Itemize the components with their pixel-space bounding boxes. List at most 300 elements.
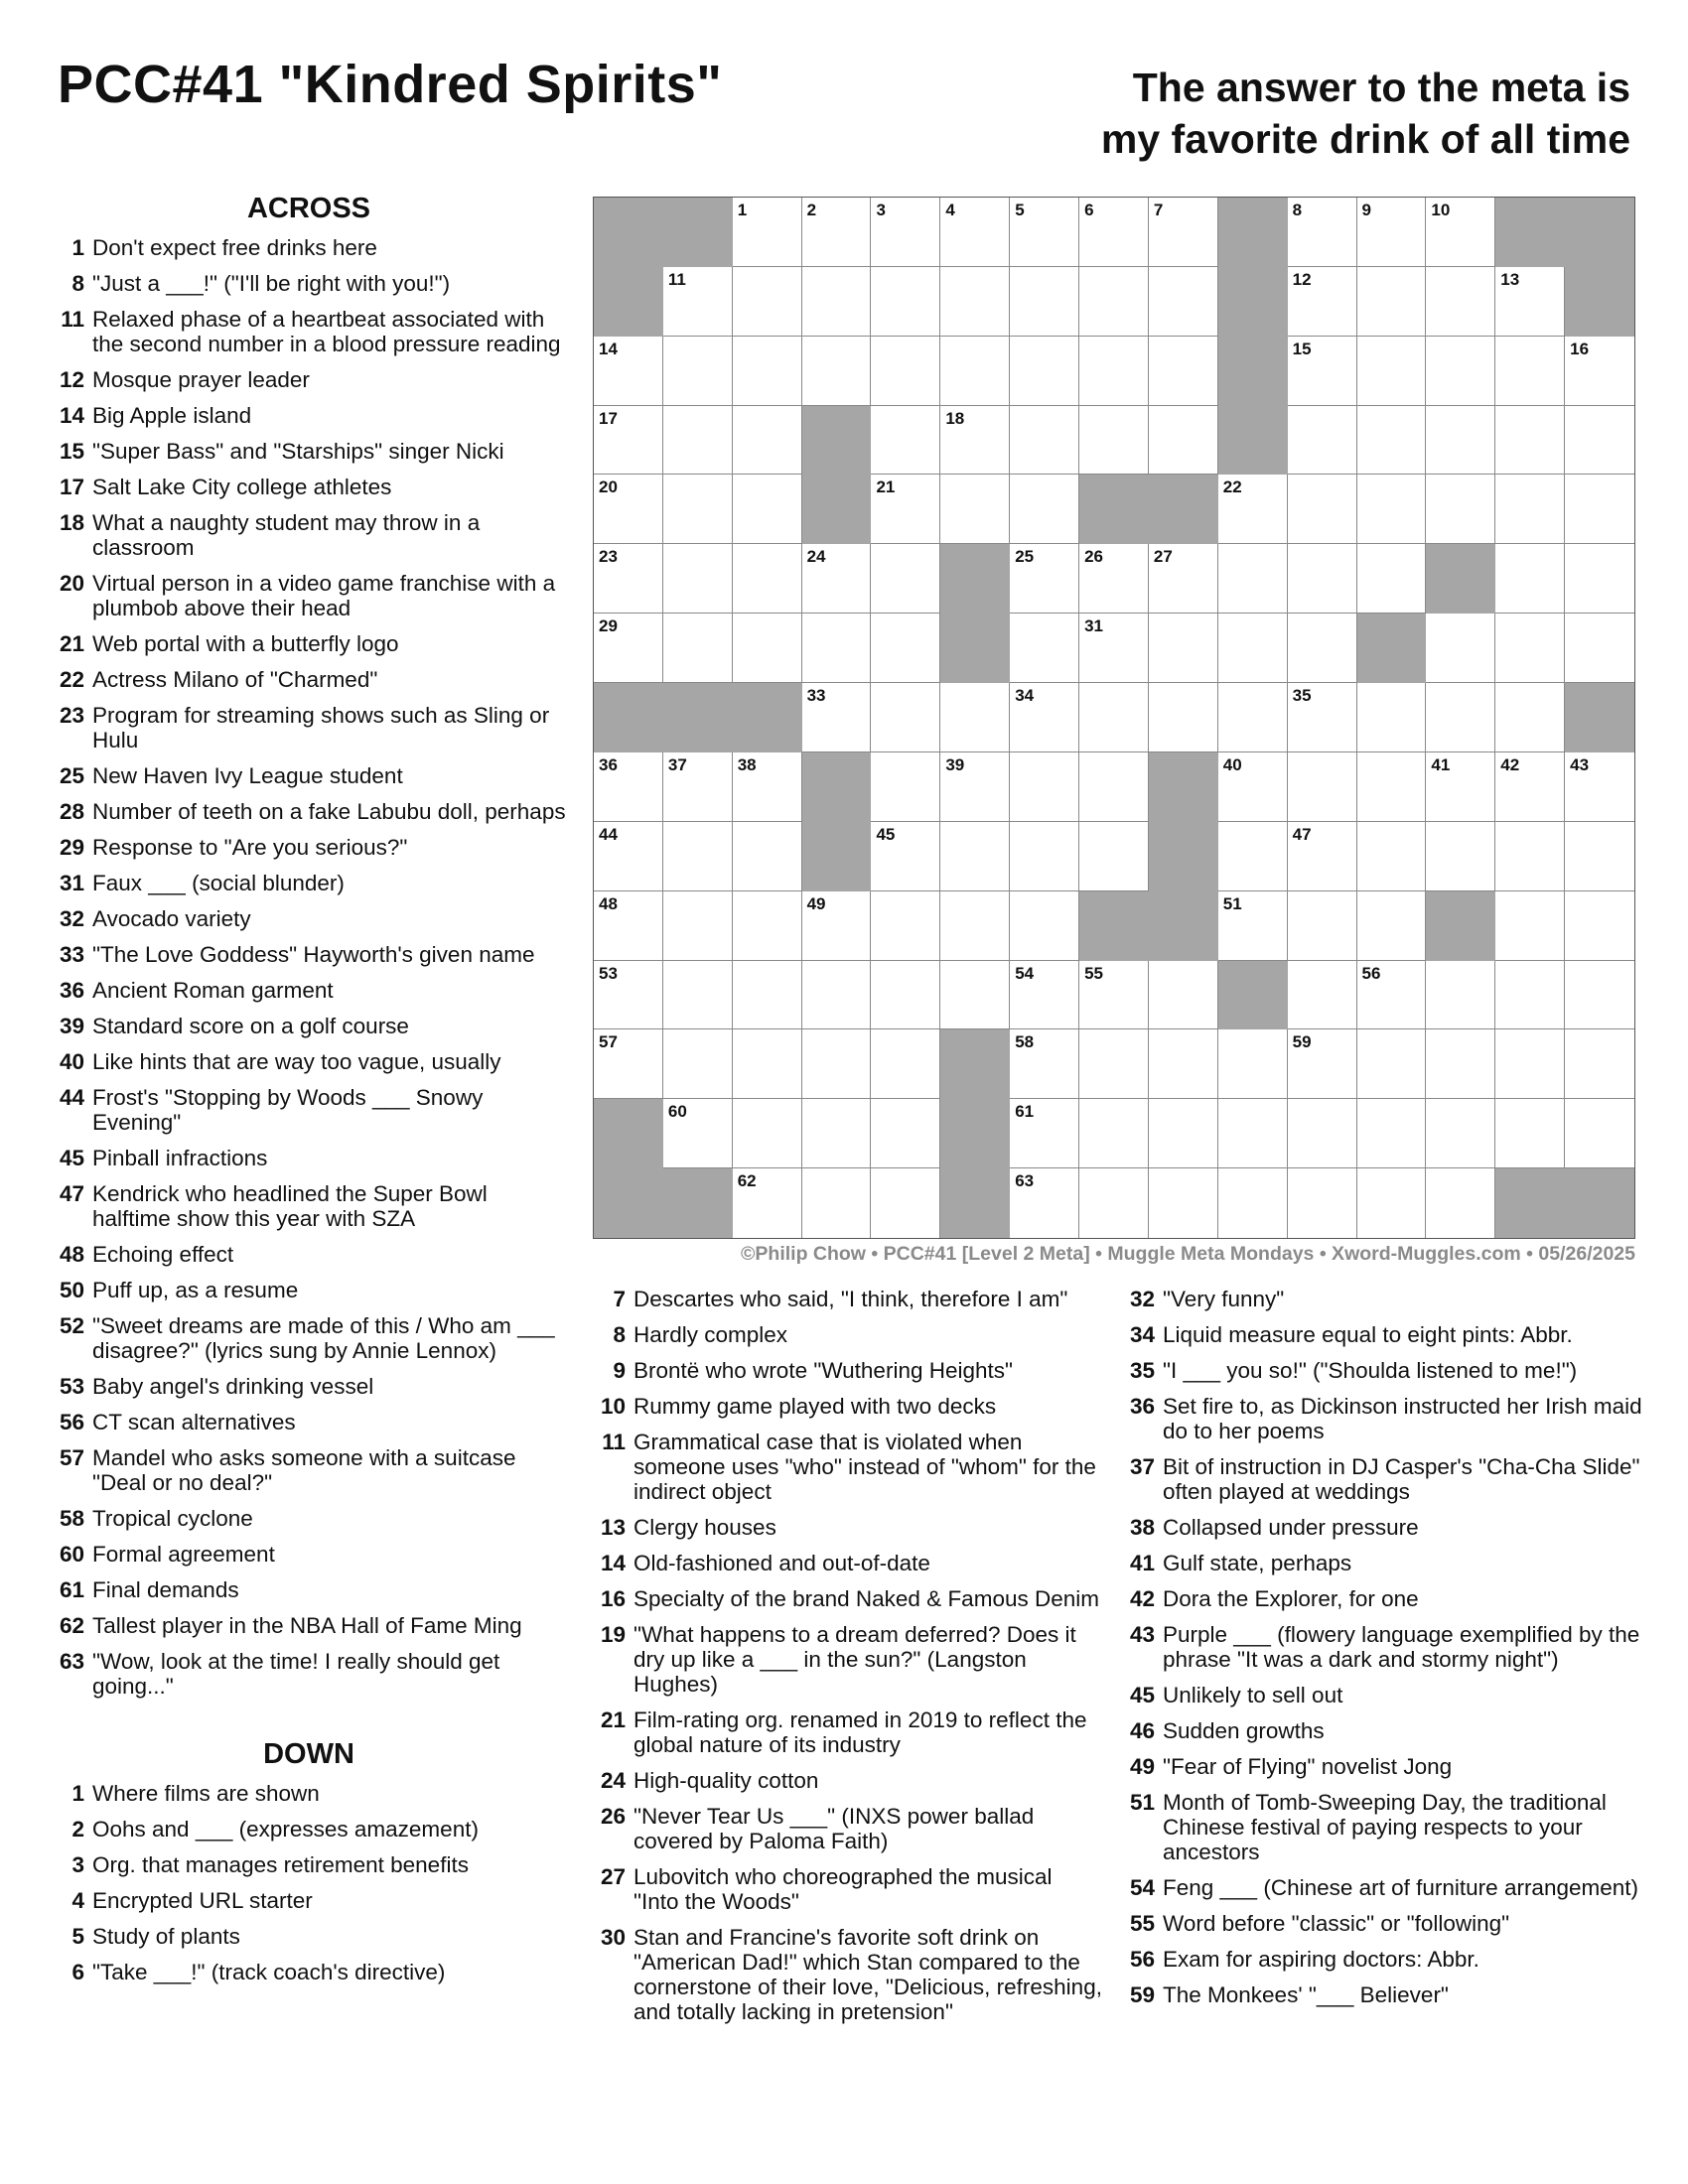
grid-cell[interactable]	[733, 198, 802, 267]
grid-cell[interactable]	[1010, 267, 1079, 337]
grid-cell[interactable]	[1079, 198, 1149, 267]
grid-cell[interactable]	[1565, 752, 1634, 822]
grid-cell[interactable]	[1565, 337, 1634, 406]
black-square	[1426, 891, 1495, 961]
black-square	[1495, 198, 1565, 267]
down-clue-56[interactable]	[1120, 1947, 1646, 1972]
grid-cell[interactable]	[802, 961, 872, 1030]
grid-cell[interactable]	[1495, 475, 1565, 544]
grid-cell[interactable]	[1079, 822, 1149, 891]
clue-number: 1	[71, 1781, 84, 1806]
cell-number: 33	[806, 686, 826, 706]
down-clue-51[interactable]	[1120, 1790, 1646, 1864]
grid-cell[interactable]	[1565, 1029, 1634, 1099]
cell-number: 10	[1431, 201, 1451, 219]
across-clue-60[interactable]	[50, 1542, 568, 1567]
down-clue-1[interactable]	[50, 1781, 568, 1806]
grid-cell[interactable]	[733, 406, 802, 476]
grid-cell[interactable]	[1288, 406, 1357, 476]
grid-cell[interactable]	[1495, 752, 1565, 822]
grid-cell[interactable]	[663, 1099, 733, 1168]
grid-cell[interactable]	[1079, 337, 1149, 406]
clue-text: Faux ___ (social blunder)	[92, 871, 345, 895]
grid-cell[interactable]	[1426, 1099, 1495, 1168]
grid-cell[interactable]	[1288, 475, 1357, 544]
grid-cell[interactable]	[940, 198, 1010, 267]
across-clue-21[interactable]	[50, 631, 568, 656]
down-clue-45[interactable]	[1120, 1683, 1646, 1707]
grid-cell[interactable]	[663, 822, 733, 891]
grid-cell[interactable]	[1288, 337, 1357, 406]
grid-cell[interactable]	[1426, 614, 1495, 683]
grid-cell[interactable]	[1495, 1029, 1565, 1099]
grid-cell[interactable]	[594, 475, 663, 544]
across-clue-11[interactable]	[50, 307, 568, 356]
clue-text: Response to "Are you serious?"	[92, 835, 408, 860]
grid-cell[interactable]	[1149, 544, 1218, 614]
grid-cell[interactable]	[663, 267, 733, 337]
grid-cell[interactable]	[940, 891, 1010, 961]
across-clue-18[interactable]	[50, 510, 568, 560]
grid-cell[interactable]	[1426, 406, 1495, 476]
grid-cell[interactable]	[1495, 961, 1565, 1030]
grid-cell[interactable]	[733, 891, 802, 961]
grid-cell[interactable]	[1495, 683, 1565, 752]
down-clue-41[interactable]	[1120, 1551, 1646, 1575]
across-clue-62[interactable]	[50, 1613, 568, 1638]
grid-cell[interactable]	[1357, 198, 1427, 267]
clue-text: Old-fashioned and out-of-date	[633, 1551, 930, 1575]
grid-cell[interactable]	[1495, 337, 1565, 406]
grid-cell[interactable]	[1357, 961, 1427, 1030]
grid-cell[interactable]	[1149, 337, 1218, 406]
grid-cell[interactable]	[1426, 683, 1495, 752]
across-clue-50[interactable]	[50, 1278, 568, 1302]
grid-cell[interactable]	[1495, 544, 1565, 614]
grid-cell[interactable]	[1565, 1099, 1634, 1168]
black-square	[594, 267, 663, 337]
grid-cell[interactable]	[871, 267, 940, 337]
grid-cell[interactable]	[1357, 683, 1427, 752]
grid-cell[interactable]	[871, 1168, 940, 1238]
grid-cell[interactable]	[940, 822, 1010, 891]
down-clue-21[interactable]	[591, 1707, 1102, 1757]
grid-cell[interactable]	[1079, 267, 1149, 337]
grid-cell[interactable]	[733, 1099, 802, 1168]
down-clue-13[interactable]	[591, 1515, 1102, 1540]
grid-cell[interactable]	[1565, 475, 1634, 544]
across-clue-14[interactable]	[50, 403, 568, 428]
grid-cell[interactable]	[1149, 1099, 1218, 1168]
down-clue-2[interactable]	[50, 1817, 568, 1842]
down-clue-42[interactable]	[1120, 1586, 1646, 1611]
grid-cell[interactable]	[663, 752, 733, 822]
clue-number: 23	[59, 703, 84, 728]
down-clue-10[interactable]	[591, 1394, 1102, 1419]
grid-cell[interactable]	[1495, 822, 1565, 891]
cell-number: 63	[1015, 1171, 1035, 1191]
clue-number: 45	[59, 1146, 84, 1170]
grid-cell[interactable]	[940, 961, 1010, 1030]
grid-cell[interactable]	[871, 1029, 940, 1099]
clue-number: 36	[59, 978, 84, 1003]
grid-cell[interactable]	[663, 406, 733, 476]
grid-cell[interactable]	[1079, 1099, 1149, 1168]
across-clue-1[interactable]	[50, 235, 568, 260]
grid-cell[interactable]	[1288, 1029, 1357, 1099]
grid-cell[interactable]	[1079, 544, 1149, 614]
across-clue-36[interactable]	[50, 978, 568, 1003]
down-clue-43[interactable]	[1120, 1622, 1646, 1672]
down-clue-34[interactable]	[1120, 1322, 1646, 1347]
across-clue-40[interactable]	[50, 1049, 568, 1074]
grid-cell[interactable]	[1288, 544, 1357, 614]
grid-cell[interactable]	[1565, 822, 1634, 891]
grid-cell[interactable]	[1495, 614, 1565, 683]
cell-number: 11	[667, 269, 686, 289]
grid-cell[interactable]	[594, 337, 663, 406]
cell-number: 25	[1015, 547, 1035, 567]
cell-number: 18	[945, 408, 965, 428]
grid-cell[interactable]	[1218, 891, 1288, 961]
grid-cell[interactable]	[871, 544, 940, 614]
grid-cell[interactable]	[1288, 683, 1357, 752]
black-square	[802, 822, 872, 891]
grid-cell[interactable]	[733, 544, 802, 614]
clue-text: "I ___ you so!" ("Shoulda listened to me!")	[1163, 1358, 1578, 1383]
grid-cell[interactable]	[1288, 1168, 1357, 1238]
grid-cell[interactable]	[1010, 822, 1079, 891]
grid-cell[interactable]	[1218, 614, 1288, 683]
grid-cell[interactable]	[1149, 198, 1218, 267]
down-clue-19[interactable]	[591, 1622, 1102, 1697]
grid-cell[interactable]	[1149, 1168, 1218, 1238]
down-clue-35[interactable]	[1120, 1358, 1646, 1383]
grid-cell[interactable]	[1426, 198, 1495, 267]
down-clue-54[interactable]	[1120, 1875, 1646, 1900]
grid-cell[interactable]	[1288, 961, 1357, 1030]
down-clue-26[interactable]	[591, 1804, 1102, 1853]
across-clue-58[interactable]	[50, 1506, 568, 1531]
grid-cell[interactable]	[1010, 1168, 1079, 1238]
grid-cell[interactable]	[1426, 752, 1495, 822]
grid-cell[interactable]	[733, 961, 802, 1030]
down-clue-24[interactable]	[591, 1768, 1102, 1793]
grid-cell[interactable]	[733, 614, 802, 683]
grid-cell[interactable]	[1288, 891, 1357, 961]
black-square	[940, 544, 1010, 614]
across-clue-45[interactable]	[50, 1146, 568, 1170]
cell-number: 13	[1500, 269, 1520, 289]
across-clue-22[interactable]	[50, 667, 568, 692]
grid-cell[interactable]	[1010, 961, 1079, 1030]
down-clue-46[interactable]	[1120, 1718, 1646, 1743]
grid-cell[interactable]	[733, 475, 802, 544]
grid-cell[interactable]	[1149, 614, 1218, 683]
down-clue-6[interactable]	[50, 1960, 568, 1984]
down-clue-59[interactable]	[1120, 1982, 1646, 2007]
across-clue-15[interactable]	[50, 439, 568, 464]
clue-text: Mosque prayer leader	[92, 367, 310, 392]
grid-cell[interactable]	[1079, 1168, 1149, 1238]
grid-cell[interactable]	[1288, 1099, 1357, 1168]
clue-text: Feng ___ (Chinese art of furniture arrangement)	[1163, 1875, 1639, 1900]
grid-cell[interactable]	[1218, 1099, 1288, 1168]
down-clue-3[interactable]	[50, 1852, 568, 1877]
grid-cell[interactable]	[594, 752, 663, 822]
grid-cell[interactable]	[871, 475, 940, 544]
grid-cell[interactable]	[733, 1029, 802, 1099]
grid-cell[interactable]	[1426, 1168, 1495, 1238]
grid-cell[interactable]	[1079, 406, 1149, 476]
grid-cell[interactable]	[802, 267, 872, 337]
clue-text: Org. that manages retirement benefits	[92, 1852, 469, 1877]
grid-cell[interactable]	[1010, 406, 1079, 476]
grid-cell[interactable]	[733, 267, 802, 337]
grid-cell[interactable]	[594, 406, 663, 476]
grid-cell[interactable]	[1288, 614, 1357, 683]
grid-cell[interactable]	[871, 891, 940, 961]
grid-cell[interactable]	[1010, 752, 1079, 822]
grid-cell[interactable]	[1357, 337, 1427, 406]
clue-number: 18	[59, 510, 84, 535]
across-clue-25[interactable]	[50, 763, 568, 788]
grid-cell[interactable]	[871, 822, 940, 891]
across-clue-23[interactable]	[50, 703, 568, 752]
black-square	[1218, 198, 1288, 267]
grid-cell[interactable]	[1426, 961, 1495, 1030]
grid-cell[interactable]	[940, 267, 1010, 337]
across-clue-28[interactable]	[50, 799, 568, 824]
grid-cell[interactable]	[1288, 267, 1357, 337]
grid-cell[interactable]	[663, 1029, 733, 1099]
grid-cell[interactable]	[1010, 475, 1079, 544]
grid-cell[interactable]	[940, 406, 1010, 476]
down-clue-30[interactable]	[591, 1925, 1102, 2024]
grid-cell[interactable]	[940, 475, 1010, 544]
grid-cell[interactable]	[1565, 614, 1634, 683]
grid-cell[interactable]	[802, 683, 872, 752]
grid-cell[interactable]	[1010, 1029, 1079, 1099]
grid-cell[interactable]	[1218, 475, 1288, 544]
grid-cell[interactable]	[1218, 1168, 1288, 1238]
grid-cell[interactable]	[1357, 891, 1427, 961]
cell-number: 1	[737, 201, 748, 219]
across-clue-20[interactable]	[50, 571, 568, 620]
clue-number: 16	[600, 1586, 626, 1611]
down-clue-7[interactable]	[591, 1287, 1102, 1311]
down-clue-36[interactable]	[1120, 1394, 1646, 1443]
grid-cell[interactable]	[871, 337, 940, 406]
grid-cell[interactable]	[1426, 1029, 1495, 1099]
grid-cell[interactable]	[1495, 891, 1565, 961]
grid-cell[interactable]	[940, 752, 1010, 822]
grid-cell[interactable]	[1288, 822, 1357, 891]
grid-cell[interactable]	[1357, 1099, 1427, 1168]
across-clue-63[interactable]	[50, 1649, 568, 1699]
grid-cell[interactable]	[871, 683, 940, 752]
grid-cell[interactable]	[1495, 267, 1565, 337]
across-clue-39[interactable]	[50, 1014, 568, 1038]
grid-cell[interactable]	[802, 544, 872, 614]
grid-cell[interactable]	[1357, 267, 1427, 337]
grid-cell[interactable]	[1079, 961, 1149, 1030]
clue-text: Liquid measure equal to eight pints: Abbr.	[1163, 1322, 1573, 1347]
grid-cell[interactable]	[733, 1168, 802, 1238]
grid-cell[interactable]	[1495, 1099, 1565, 1168]
down-clue-11[interactable]	[591, 1430, 1102, 1504]
grid-cell[interactable]	[802, 1099, 872, 1168]
grid-cell[interactable]	[1079, 752, 1149, 822]
grid-cell[interactable]	[1218, 544, 1288, 614]
down-clue-55[interactable]	[1120, 1911, 1646, 1936]
grid-cell[interactable]	[663, 891, 733, 961]
across-clue-8[interactable]	[50, 271, 568, 296]
down-clue-37[interactable]	[1120, 1454, 1646, 1504]
grid-cell[interactable]	[802, 337, 872, 406]
down-clue-32[interactable]	[1120, 1287, 1646, 1311]
grid-cell[interactable]	[1565, 961, 1634, 1030]
grid-cell[interactable]	[1426, 822, 1495, 891]
grid-cell[interactable]	[594, 822, 663, 891]
grid-cell[interactable]	[940, 337, 1010, 406]
grid-cell[interactable]	[871, 1099, 940, 1168]
grid-cell[interactable]	[1149, 1029, 1218, 1099]
grid-cell[interactable]	[940, 683, 1010, 752]
down-clue-8[interactable]	[591, 1322, 1102, 1347]
grid-cell[interactable]	[1010, 337, 1079, 406]
across-clue-53[interactable]	[50, 1374, 568, 1399]
grid-cell[interactable]	[802, 1168, 872, 1238]
grid-cell[interactable]	[802, 1029, 872, 1099]
cell-number: 45	[876, 824, 896, 844]
down-clue-49[interactable]	[1120, 1754, 1646, 1779]
across-clue-48[interactable]	[50, 1242, 568, 1267]
grid-cell[interactable]	[594, 1029, 663, 1099]
grid-cell[interactable]	[1079, 683, 1149, 752]
grid-cell[interactable]	[1357, 544, 1427, 614]
down-clue-16[interactable]	[591, 1586, 1102, 1611]
grid-cell[interactable]	[663, 961, 733, 1030]
clue-text: "Sweet dreams are made of this / Who am ___ disagree?" (lyrics sung by Annie Lennox)	[92, 1313, 555, 1363]
grid-cell[interactable]	[1010, 614, 1079, 683]
grid-cell[interactable]	[1565, 544, 1634, 614]
grid-cell[interactable]	[1357, 822, 1427, 891]
grid-cell[interactable]	[663, 614, 733, 683]
grid-cell[interactable]	[1565, 406, 1634, 476]
grid-cell[interactable]	[1149, 961, 1218, 1030]
across-clue-17[interactable]	[50, 475, 568, 499]
grid-cell[interactable]	[1288, 198, 1357, 267]
grid-cell[interactable]	[871, 961, 940, 1030]
cell-number: 38	[737, 754, 757, 774]
across-clue-61[interactable]	[50, 1577, 568, 1602]
grid-cell[interactable]	[1149, 406, 1218, 476]
grid-cell[interactable]	[1218, 752, 1288, 822]
grid-cell[interactable]	[1357, 752, 1427, 822]
grid-cell[interactable]	[1357, 1029, 1427, 1099]
down-clue-4[interactable]	[50, 1888, 568, 1913]
clue-number: 14	[59, 403, 84, 428]
grid-cell[interactable]	[1079, 614, 1149, 683]
across-clue-33[interactable]	[50, 942, 568, 967]
clue-number: 17	[59, 475, 84, 499]
grid-cell[interactable]	[663, 544, 733, 614]
grid-cell[interactable]	[1426, 337, 1495, 406]
across-clue-56[interactable]	[50, 1410, 568, 1434]
grid-cell[interactable]	[1010, 683, 1079, 752]
grid-cell[interactable]	[663, 337, 733, 406]
across-clue-44[interactable]	[50, 1085, 568, 1135]
clue-number: 11	[61, 307, 84, 332]
clue-number: 12	[59, 367, 84, 392]
grid-cell[interactable]	[871, 406, 940, 476]
clue-number: 33	[59, 942, 84, 967]
down-clue-9[interactable]	[591, 1358, 1102, 1383]
grid-cell[interactable]	[1079, 1029, 1149, 1099]
grid-cell[interactable]	[594, 614, 663, 683]
grid-cell[interactable]	[1565, 891, 1634, 961]
across-clue-57[interactable]	[50, 1445, 568, 1495]
grid-cell[interactable]	[1218, 822, 1288, 891]
grid-cell[interactable]	[1288, 752, 1357, 822]
grid-cell[interactable]	[733, 337, 802, 406]
across-clue-52[interactable]	[50, 1313, 568, 1363]
grid-cell[interactable]	[802, 198, 872, 267]
down-clue-38[interactable]	[1120, 1515, 1646, 1540]
clue-text: Standard score on a golf course	[92, 1014, 409, 1038]
grid-cell[interactable]	[594, 961, 663, 1030]
grid-cell[interactable]	[594, 891, 663, 961]
grid-cell[interactable]	[1218, 683, 1288, 752]
grid-cell[interactable]	[1010, 891, 1079, 961]
grid-cell[interactable]	[802, 891, 872, 961]
grid-cell[interactable]	[871, 752, 940, 822]
across-clue-47[interactable]	[50, 1181, 568, 1231]
grid-cell[interactable]	[871, 198, 940, 267]
grid-cell[interactable]	[1010, 1099, 1079, 1168]
down-clue-27[interactable]	[591, 1864, 1102, 1914]
clue-text: Unlikely to sell out	[1163, 1683, 1343, 1707]
across-clue-12[interactable]	[50, 367, 568, 392]
down-clue-5[interactable]	[50, 1924, 568, 1949]
down-clue-14[interactable]	[591, 1551, 1102, 1575]
across-clue-29[interactable]	[50, 835, 568, 860]
grid-cell[interactable]	[733, 822, 802, 891]
clue-text: Brontë who wrote "Wuthering Heights"	[633, 1358, 1013, 1383]
grid-cell[interactable]	[1149, 267, 1218, 337]
grid-cell[interactable]	[594, 544, 663, 614]
grid-cell[interactable]	[1010, 544, 1079, 614]
grid-cell[interactable]	[1426, 475, 1495, 544]
grid-cell[interactable]	[663, 475, 733, 544]
across-clue-31[interactable]	[50, 871, 568, 895]
grid-cell[interactable]	[1357, 406, 1427, 476]
grid-cell[interactable]	[1426, 267, 1495, 337]
across-clue-32[interactable]	[50, 906, 568, 931]
grid-cell[interactable]	[1149, 683, 1218, 752]
grid-cell[interactable]	[802, 614, 872, 683]
grid-cell[interactable]	[1357, 1168, 1427, 1238]
grid-cell[interactable]	[1218, 1029, 1288, 1099]
grid-cell[interactable]	[1010, 198, 1079, 267]
grid-cell[interactable]	[871, 614, 940, 683]
black-square	[1565, 267, 1634, 337]
clue-number: 44	[59, 1085, 84, 1110]
grid-cell[interactable]	[1495, 406, 1565, 476]
grid-cell[interactable]	[1357, 475, 1427, 544]
grid-cell[interactable]	[733, 752, 802, 822]
